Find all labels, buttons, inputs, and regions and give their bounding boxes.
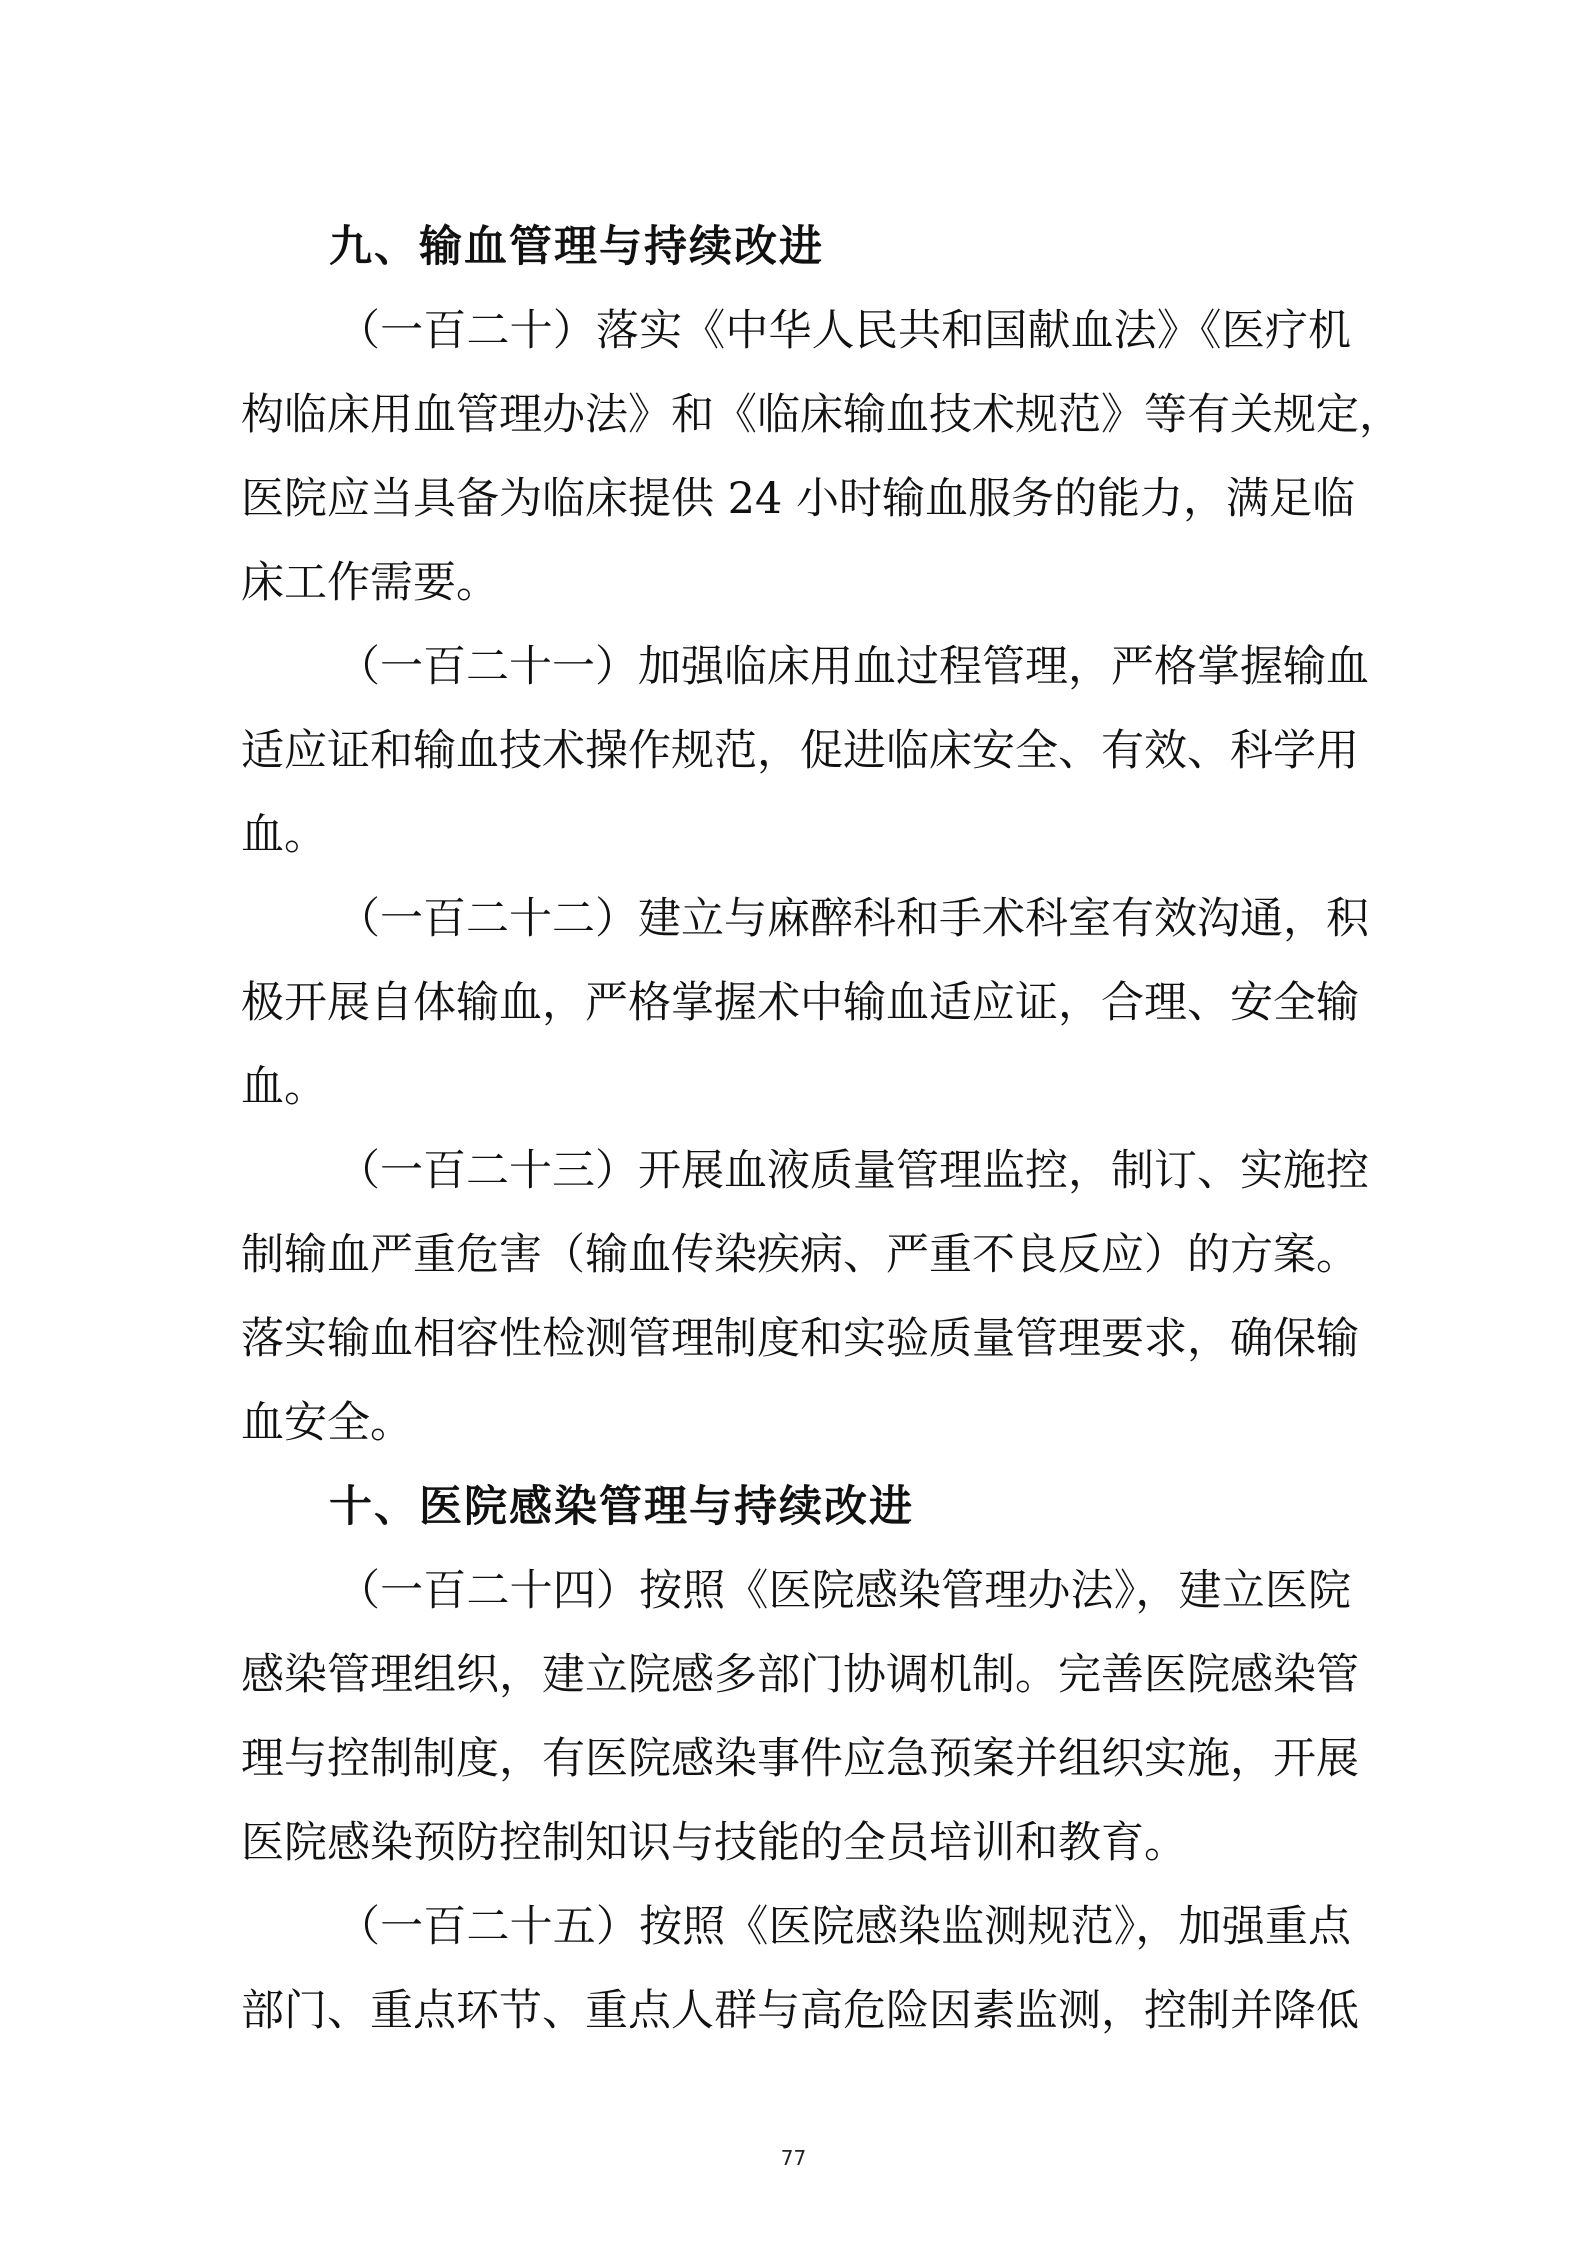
paragraph-line: （一百二十二）建立与麻醉科和手术科室有效沟通，积 bbox=[337, 894, 1369, 944]
paragraph-line: 落实输血相容性检测管理制度和实验质量管理要求，确保输 bbox=[241, 1314, 1359, 1364]
paragraph-line: （一百二十四）按照《医院感染管理办法》，建立医院 bbox=[337, 1566, 1351, 1616]
paragraph-line: 床工作需要。 bbox=[241, 558, 499, 608]
paragraph-line: 构临床用血管理办法》和《临床输血技术规范》等有关规定， bbox=[241, 390, 1402, 440]
paragraph-line: 医院应当具备为临床提供 24 小时输血服务的能力，满足临 bbox=[241, 474, 1356, 524]
paragraph-line: 极开展自体输血，严格掌握术中输血适应证，合理、安全输 bbox=[241, 978, 1359, 1028]
paragraph-line: （一百二十）落实《中华人民共和国献血法》《医疗机 bbox=[337, 306, 1351, 356]
paragraph-line: 适应证和输血技术操作规范，促进临床安全、有效、科学用 bbox=[241, 726, 1359, 776]
paragraph-line: （一百二十五）按照《医院感染监测规范》，加强重点 bbox=[337, 1902, 1351, 1952]
paragraph-line: 血。 bbox=[241, 1062, 327, 1112]
document-body bbox=[241, 205, 1402, 2053]
page-number: 77 bbox=[780, 2146, 807, 2170]
paragraph-line: 医院感染预防控制知识与技能的全员培训和教育。 bbox=[241, 1818, 1187, 1868]
paragraph-line: （一百二十一）加强临床用血过程管理，严格掌握输血 bbox=[337, 642, 1369, 692]
paragraph-line: 部门、重点环节、重点人群与高危险因素监测，控制并降低 bbox=[241, 1986, 1359, 2036]
section-heading: 九、输血管理与持续改进 bbox=[329, 222, 824, 272]
paragraph-line: 制输血严重危害（输血传染疾病、严重不良反应）的方案。 bbox=[241, 1230, 1359, 1280]
paragraph-line: 理与控制制度，有医院感染事件应急预案并组织实施，开展 bbox=[241, 1734, 1359, 1784]
paragraph-line: 感染管理组织，建立院感多部门协调机制。完善医院感染管 bbox=[241, 1650, 1359, 1700]
paragraph-line: 血。 bbox=[241, 810, 327, 860]
paragraph-line: （一百二十三）开展血液质量管理监控，制订、实施控 bbox=[337, 1146, 1369, 1196]
section-heading: 十、医院感染管理与持续改进 bbox=[329, 1482, 914, 1532]
paragraph-line: 血安全。 bbox=[241, 1398, 413, 1448]
